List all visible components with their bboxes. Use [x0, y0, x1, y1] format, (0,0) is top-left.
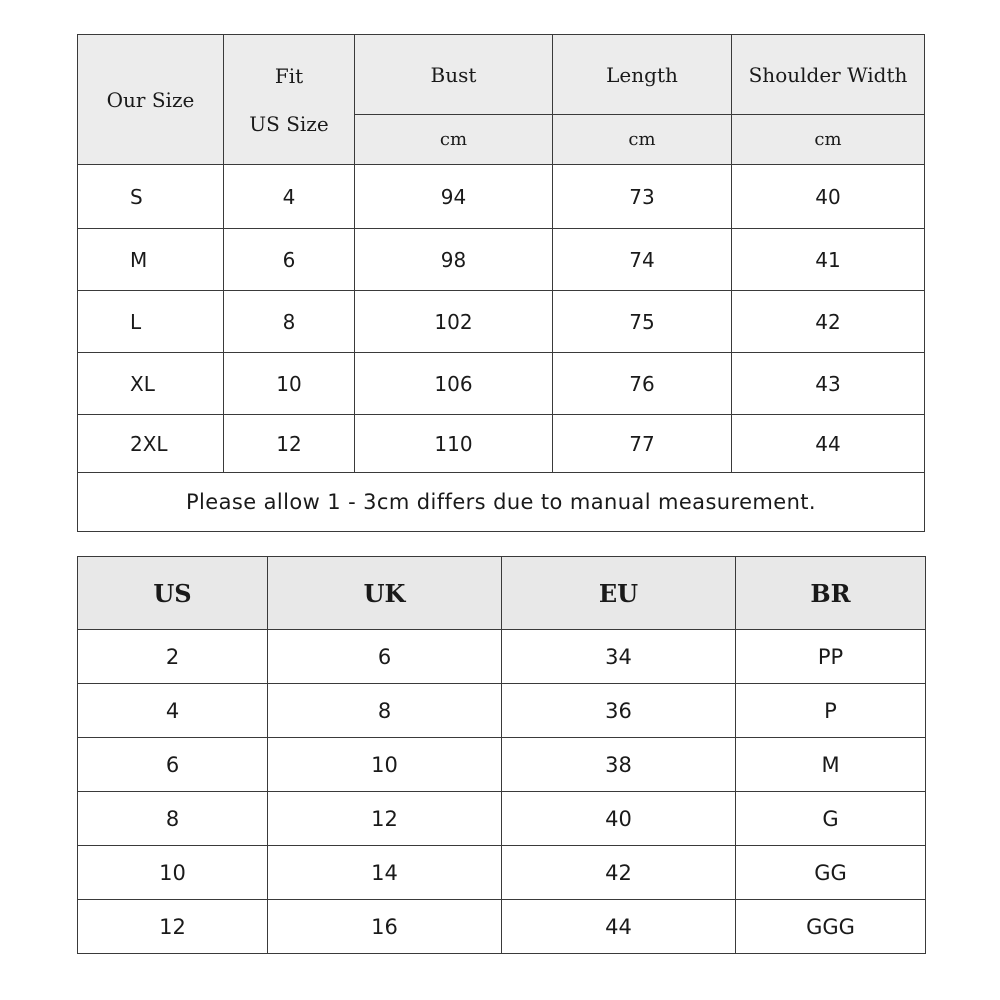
table-row: [78, 165, 925, 229]
cell-br: PP: [736, 630, 926, 684]
cell-us: 6: [78, 738, 268, 792]
table-row: [78, 415, 925, 473]
cell-size: L: [78, 291, 224, 353]
cell-br: GGG: [736, 900, 926, 954]
header-eu: EU: [502, 557, 736, 630]
cell-us: 2: [78, 630, 268, 684]
cell-eu: 44: [502, 900, 736, 954]
cell-eu: 40: [502, 792, 736, 846]
cell-bust: 106: [355, 353, 553, 415]
cell-br: M: [736, 738, 926, 792]
cell-length: 73: [553, 165, 732, 229]
cell-length: 75: [553, 291, 732, 353]
cell-br: G: [736, 792, 926, 846]
header-shoulder-width: Shoulder Width: [732, 35, 925, 115]
table-row: [78, 291, 925, 353]
table-row: [78, 630, 926, 684]
table-row: [78, 684, 926, 738]
table-row: [78, 353, 925, 415]
table-row: [78, 846, 926, 900]
cell-bust: 110: [355, 415, 553, 473]
header-fit-us-size: [224, 35, 355, 165]
cell-br: GG: [736, 846, 926, 900]
header-br: BR: [736, 557, 926, 630]
unit-shoulder-width: cm: [732, 115, 925, 165]
header-length: Length: [553, 35, 732, 115]
cell-shoulder: 44: [732, 415, 925, 473]
cell-us-size: 4: [224, 165, 355, 229]
header-bust: Bust: [355, 35, 553, 115]
table-row: [78, 792, 926, 846]
cell-bust: 102: [355, 291, 553, 353]
size-chart-table: [77, 34, 925, 532]
cell-eu: 42: [502, 846, 736, 900]
cell-us: 4: [78, 684, 268, 738]
cell-shoulder: 41: [732, 229, 925, 291]
cell-br: P: [736, 684, 926, 738]
cell-us-size: 6: [224, 229, 355, 291]
cell-shoulder: 40: [732, 165, 925, 229]
cell-size: 2XL: [78, 415, 224, 473]
table-row: [78, 738, 926, 792]
table-row: [78, 900, 926, 954]
unit-bust: cm: [355, 115, 553, 165]
cell-eu: 34: [502, 630, 736, 684]
cell-shoulder: 42: [732, 291, 925, 353]
cell-size: S: [78, 165, 224, 229]
cell-uk: 14: [268, 846, 502, 900]
cell-bust: 98: [355, 229, 553, 291]
header-uk: UK: [268, 557, 502, 630]
cell-us-size: 8: [224, 291, 355, 353]
cell-eu: 38: [502, 738, 736, 792]
cell-size: M: [78, 229, 224, 291]
cell-us-size: 12: [224, 415, 355, 473]
cell-us: 12: [78, 900, 268, 954]
cell-length: 74: [553, 229, 732, 291]
cell-uk: 6: [268, 630, 502, 684]
cell-us: 10: [78, 846, 268, 900]
size-conversion-table: [77, 556, 926, 954]
cell-eu: 36: [502, 684, 736, 738]
cell-us: 8: [78, 792, 268, 846]
cell-us-size: 10: [224, 353, 355, 415]
table-row: [78, 229, 925, 291]
cell-length: 76: [553, 353, 732, 415]
cell-uk: 12: [268, 792, 502, 846]
cell-uk: 10: [268, 738, 502, 792]
header-us: US: [78, 557, 268, 630]
cell-shoulder: 43: [732, 353, 925, 415]
measurement-note: Please allow 1 - 3cm differs due to manual measurement.: [78, 473, 925, 532]
cell-bust: 94: [355, 165, 553, 229]
cell-size: XL: [78, 353, 224, 415]
cell-length: 77: [553, 415, 732, 473]
header-fit-label: Fit: [274, 63, 304, 88]
cell-uk: 16: [268, 900, 502, 954]
unit-length: cm: [553, 115, 732, 165]
cell-uk: 8: [268, 684, 502, 738]
header-our-size: Our Size: [78, 35, 224, 165]
header-us-size-label: US Size: [249, 111, 329, 136]
